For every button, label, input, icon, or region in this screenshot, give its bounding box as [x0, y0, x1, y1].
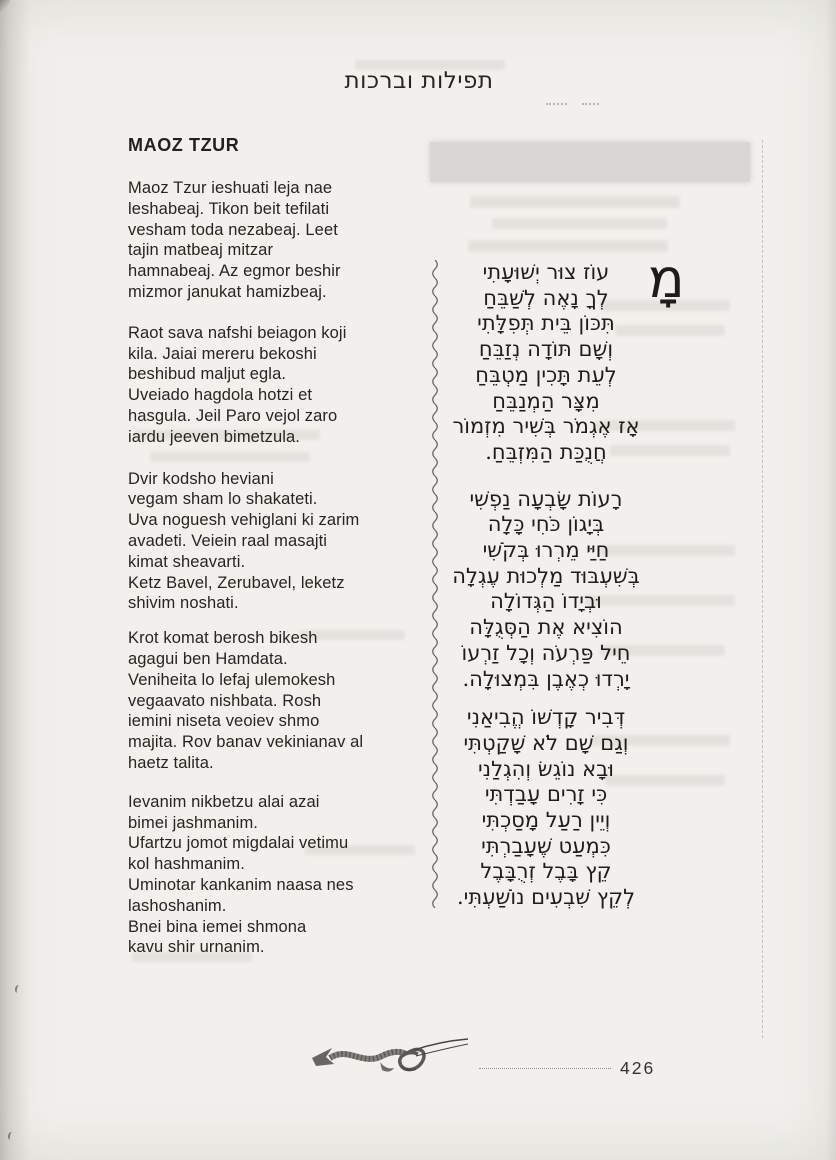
text-line: beshibud maljut egla.: [128, 365, 287, 384]
text-line: bimei jashmanim.: [128, 813, 258, 832]
transliteration-stanza-3: [128, 469, 378, 615]
text-line: agagui ben Hamdata.: [128, 649, 288, 668]
text-line: majita. Rov banav vekinianav al: [128, 733, 364, 752]
text-line: Uva noguesh vehiglani ki zarim: [128, 511, 360, 530]
hebrew-stanza-3: [450, 705, 642, 911]
transliteration-stanza-5: [128, 792, 378, 958]
hebrew-line: עוֹז צוּר יְשׁוּעָתִי: [482, 260, 610, 284]
dotted-mark: [546, 103, 567, 105]
hebrew-stanza-2: [450, 487, 642, 693]
scan-corner-mark: [0, 0, 10, 12]
hebrew-line: וְיֵין רַעַל מָסַכְתִּי: [481, 808, 611, 833]
hebrew-line: בְּשִׁעְבּוּד מַלְכוּת עֶגְלָה: [452, 563, 640, 588]
hebrew-line: אָז אֶגְמֹר בְּשִׁיר מִזְמוֹר: [452, 414, 640, 439]
show-through-artifact: [492, 218, 667, 229]
hebrew-line: וּבָא נוֹגֵשׂ וְהִגְלַנִי: [477, 756, 615, 781]
hebrew-line: מִצָּר הַמְנַבֵּחַ: [492, 388, 600, 413]
hebrew-line: לְךָ נָאֶה לְשַׁבֵּחַ: [483, 285, 609, 310]
wavy-divider-line: [429, 260, 441, 908]
text-line: Uminotar kankanim naasa nes: [128, 875, 354, 894]
hebrew-line: כִּי זָרִים עָבַדְתִּי: [484, 782, 608, 807]
text-line: haetz talita.: [128, 753, 214, 772]
hebrew-line: תִּכּוֹן בֵּית תְּפִלָּתִי: [477, 311, 615, 336]
text-line: Bnei bina iemei shmona: [128, 917, 307, 936]
transliteration-stanza-2: [128, 323, 378, 448]
show-through-artifact: [355, 60, 505, 70]
hebrew-line: רָעוֹת שָׂבְעָה נַפְשִׁי: [469, 486, 623, 511]
hebrew-line: וּבְיָדוֹ הַגְּדוֹלָה: [490, 589, 602, 614]
text-line: Krot komat berosh bikesh: [128, 629, 318, 648]
text-line: kimat sheavarti.: [128, 552, 246, 571]
text-line: kavu shir urnanim.: [128, 938, 265, 957]
hebrew-column: [450, 260, 642, 911]
dotted-mark: [582, 103, 599, 105]
fold-mark-line: [762, 140, 763, 1038]
text-line: Dvir kodsho heviani: [128, 469, 274, 488]
hebrew-line: דְּבִיר קָדְשׁוֹ הֱבִיאַנִי: [466, 705, 626, 730]
text-line: Raot sava nafshi beiagon koji: [128, 323, 347, 342]
text-line: leshabeaj. Tikon beit tefilati: [128, 199, 330, 218]
hebrew-line: קֵץ בָּבֶל זְרֻבָּבֶל: [480, 859, 612, 884]
hebrew-line: וְגַם שָׁם לֹא שָׁקַטְתִּי: [463, 730, 629, 755]
text-line: kol hashmanim.: [128, 855, 245, 874]
text-line: Veniheita lo lefaj ulemokesh: [128, 670, 336, 689]
transliteration-stanza-4: [128, 628, 378, 774]
page-edge-fade: [826, 0, 836, 1160]
text-line: iardu jeeven bimetzula.: [128, 427, 300, 446]
text-line: Maoz Tzur ieshuati leja nae: [128, 179, 333, 197]
hebrew-stanza-1: [450, 260, 642, 466]
page-header-hebrew: תפילות וברכות: [344, 68, 494, 94]
song-title: MAOZ TZUR: [128, 135, 240, 155]
page-number: 426: [620, 1058, 656, 1078]
hebrew-line: לְקֵץ שִׁבְעִים נוֹשַׁעְתִּי.: [456, 885, 636, 910]
text-line: iemini niseta veoiev shmo: [128, 712, 320, 731]
text-line: Ketz Bavel, Zerubavel, leketz: [128, 573, 345, 592]
hebrew-line: חֲנֻכַּת הַמִּזְבֵּחַ.: [485, 439, 607, 464]
hebrew-line: חַיַּי מֵרְרוּ בְּקֹשִׁי: [482, 538, 610, 563]
hebrew-line: יָרְדוּ כְאֶבֶן בִּמְצוּלָה.: [462, 666, 630, 691]
text-line: lashoshanim.: [128, 896, 227, 915]
ribbon-ornament-icon: [310, 1036, 470, 1088]
text-line: hasgula. Jeil Paro vejol zaro: [128, 406, 338, 425]
transliteration-stanza-1: [128, 178, 378, 303]
hebrew-line: חֵיל פַּרְעֹה וְכָל זַרְעוֹ: [461, 640, 631, 665]
text-line: vegam sham lo shakateti.: [128, 490, 318, 509]
show-through-artifact: [468, 240, 668, 252]
hebrew-dropcap: מָ: [648, 247, 685, 310]
text-line: Ufartzu jomot migdalai vetimu: [128, 834, 349, 853]
text-line: vegaavato nishbata. Rosh: [128, 691, 322, 710]
text-line: Uveiado hagdola hotzi et: [128, 386, 313, 405]
text-line: vesham toda nezabeaj. Leet: [128, 220, 338, 239]
hebrew-line: כִּמְעַט שֶׁעָבַרְתִּי: [481, 833, 611, 858]
hebrew-line: וְשָׁם תּוֹדָה נְזַבֵּחַ: [478, 337, 614, 362]
text-line: shivim noshati.: [128, 594, 239, 613]
text-line: mizmor janukat hamizbeaj.: [128, 282, 327, 301]
text-line: Ievanim nikbetzu alai azai: [128, 792, 320, 811]
text-line: hamnabeaj. Az egmor beshir: [128, 262, 341, 281]
show-through-artifact: [470, 196, 680, 208]
hebrew-line: בְּיָגוֹן כֹּחִי כָּלָה: [487, 512, 605, 537]
footer-dotted-line: [479, 1068, 611, 1069]
text-line: kila. Jaiai mereru bekoshi: [128, 344, 317, 363]
hebrew-line: לְעֵת תָּכִין מַטְבֵּחַ: [475, 362, 617, 387]
text-line: tajin matbeaj mitzar: [128, 241, 274, 260]
text-line: avadeti. Veiein raal masajti: [128, 531, 328, 550]
show-through-highlight: [430, 142, 750, 182]
transliteration-column: [128, 135, 378, 958]
hebrew-line: הוֹצִיא אֶת הַסְּגֻלָּה: [469, 615, 623, 640]
